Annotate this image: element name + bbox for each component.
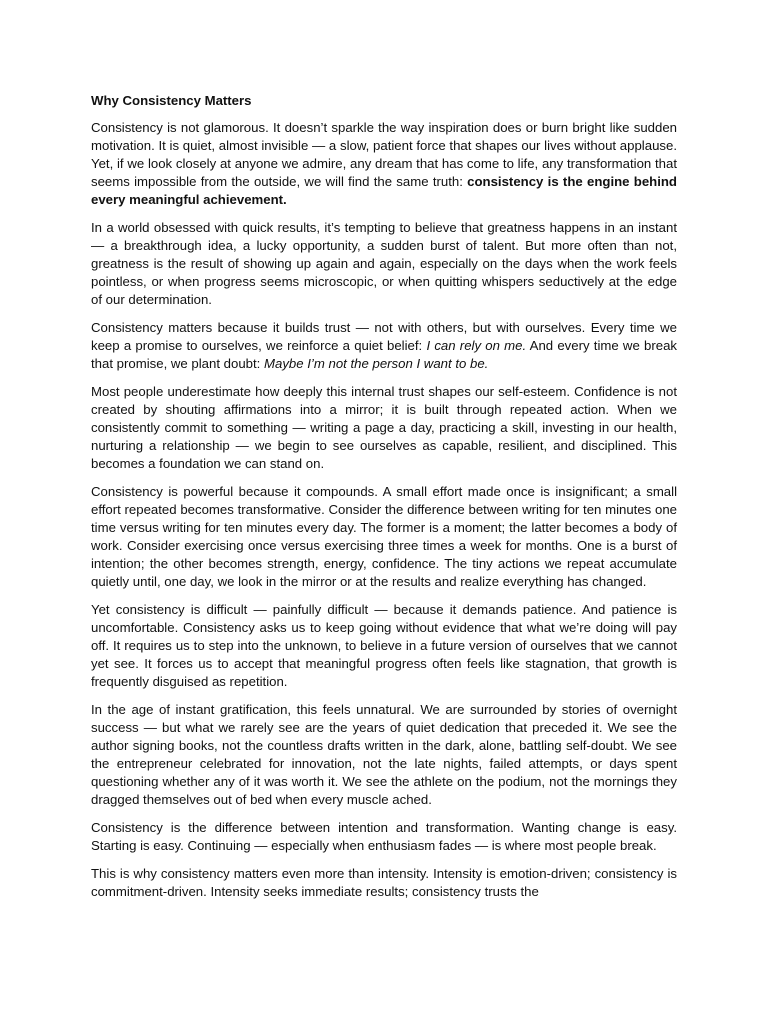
paragraph-7 [91, 701, 677, 809]
paragraph-italic-text: Maybe I’m not the person I want to be. [264, 356, 489, 371]
paragraph-text: Consistency matters because it builds trust — not with others, but with ourselves. Every time we keep a promise to ourselves, we reinforce a quiet belief: [91, 320, 677, 353]
paragraph-4 [91, 383, 677, 473]
paragraph-text: Consistency is powerful because it compounds. A small effort made once is insignificant; a small effort repeated becomes transformative. Consider the difference between writing for ten minutes one time versus writing for ten minutes every day. The former is a moment; the latter becomes a body of work. Consider exercising once versus exercising three times a week for months. One is a burst of intention; the other becomes strength, energy, confidence. The tiny actions we repeat accumulate quietly until, one day, we look in the mirror or at the results and realize everything has changed. [91, 484, 677, 589]
paragraph-2 [91, 219, 677, 309]
paragraph-text: Most people underestimate how deeply this internal trust shapes our self-esteem. Confidence is not created by shouting affirmations into a mirror; it is built through repeated action. When we consistently commit to something — writing a page a day, practicing a skill, investing in our health, nurturing a relationship — we begin to see ourselves as capable, resilient, and disciplined. This becomes a foundation we can stand on. [91, 384, 677, 471]
paragraph-6 [91, 601, 677, 691]
document-title: Why Consistency Matters [91, 93, 252, 108]
paragraph-1 [91, 119, 677, 209]
paragraph-text: Consistency is not glamorous. It doesn’t sparkle the way inspiration does or burn bright like sudden motivation. It is quiet, almost invisible — a slow, patient force that shapes our lives without applause. Yet, if we look closely at anyone we admire, any dream that has come to life, any transformation that seems impossible from the outside, we will find the same truth: [91, 120, 677, 189]
paragraph-text-continued: And every time we break that promise, we plant doubt: [91, 338, 678, 371]
paragraph-text: Yet consistency is difficult — painfully difficult — because it demands patience. And patience is uncomfortable. Consistency asks us to keep going without evidence that what we’re doing will pay off. It requires us to step into the unknown, to believe in a future version of ourselves that we cannot yet see. It forces us to accept that meaningful progress often feels like stagnation, that growth is frequently disguised as repetition. [91, 602, 677, 689]
paragraph-8 [91, 819, 677, 855]
paragraph-text: In the age of instant gratification, this feels unnatural. We are surrounded by stories of overnight success — but what we rarely see are the years of quiet dedication that preceded it. We see the author signing books, not the countless drafts written in the dark, alone, battling self-doubt. We see the entrepreneur celebrated for innovation, not the late nights, failed attempts, or days spent questioning whether any of it was worth it. We see the athlete on the podium, not the mornings they dragged themselves out of bed when every muscle ached. [91, 702, 677, 807]
paragraph-9 [91, 865, 677, 901]
paragraph-bold-text: consistency is the engine behind every meaningful achievement. [91, 174, 677, 207]
paragraph-3 [91, 319, 677, 373]
paragraph-text: In a world obsessed with quick results, it’s tempting to believe that greatness happens in an instant — a breakthrough idea, a lucky opportunity, a sudden burst of talent. But more often than not, greatness is the result of showing up again and again, especially on the days when the work feels pointless, or when progress seems microscopic, or when quitting whispers seductively at the edge of our determination. [91, 220, 677, 307]
paragraph-5 [91, 483, 677, 591]
paragraph-text: Consistency is the difference between intention and transformation. Wanting change is easy. Starting is easy. Continuing — especially when enthusiasm fades — is where most people break. [91, 820, 677, 853]
paragraph-text: This is why consistency matters even more than intensity. Intensity is emotion-driven; consistency is commitment-driven. Intensity seeks immediate results; consistency trusts the [91, 866, 677, 899]
document-page [91, 92, 677, 911]
paragraph-italic-text: I can rely on me. [426, 338, 527, 353]
